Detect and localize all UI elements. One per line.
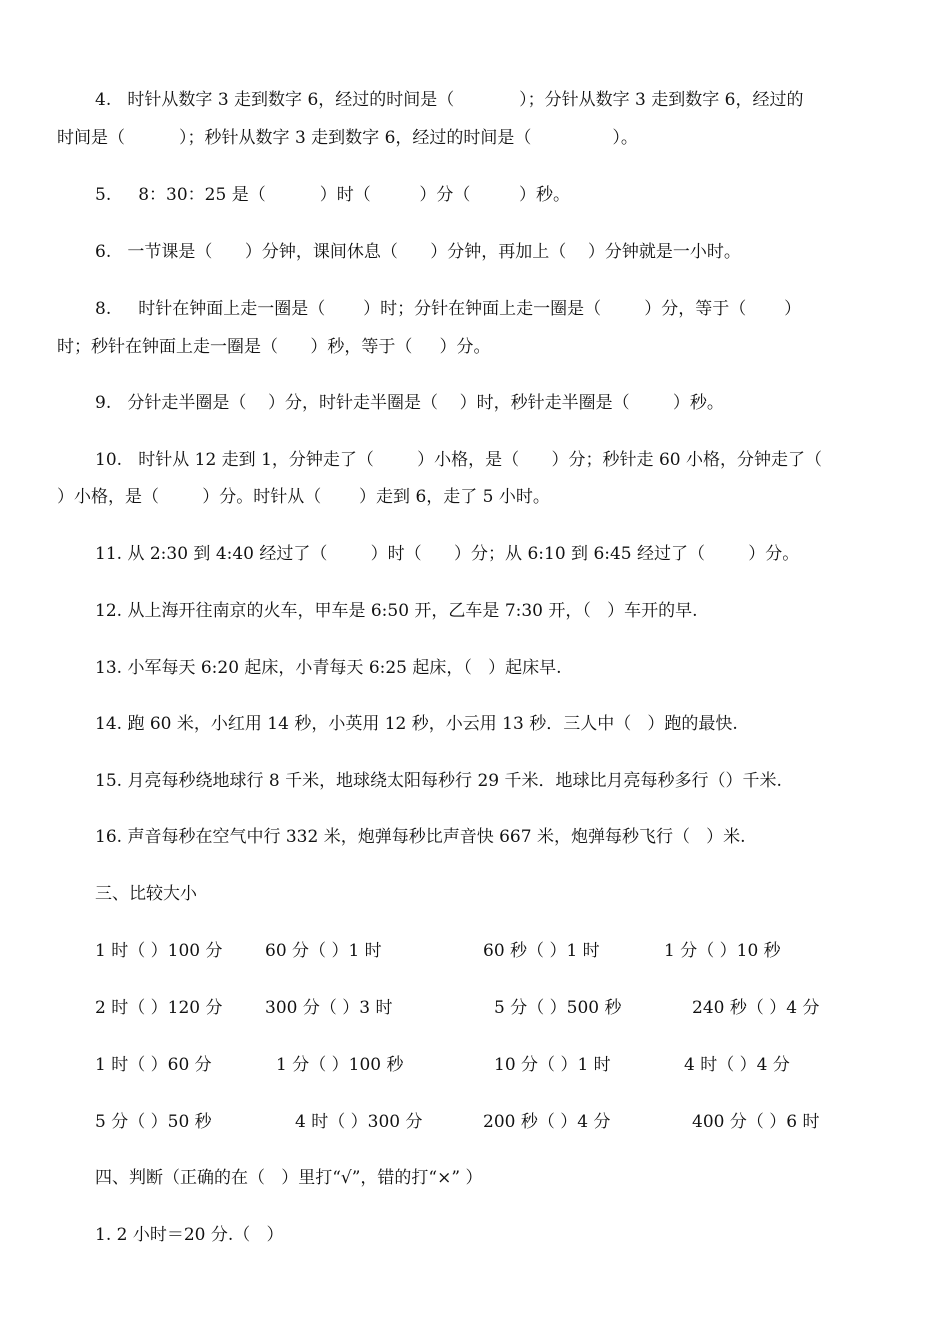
compare-item: 60 分（ ）1 时	[265, 941, 382, 961]
question-9: 9. 分针走半圈是（ ）分，时针走半圈是（ ）时，秒针走半圈是（ ）秒。	[95, 393, 724, 413]
compare-item: 4 时（ ）300 分	[295, 1112, 423, 1132]
compare-item: 5 分（ ）500 秒	[494, 998, 622, 1018]
question-12: 12. 从上海开往南京的火车，甲车是 6:50 开，乙车是 7:30 开，（ ）车开的早.	[95, 601, 698, 621]
question-8-line-2: 时；秒针在钟面上走一圈是（ ）秒，等于（ ）分。	[57, 337, 491, 357]
question-8-line-1: 8. 时针在钟面上走一圈是（ ）时；分针在钟面上走一圈是（ ）分，等于（ ）	[95, 299, 802, 319]
question-6: 6. 一节课是（ ）分钟，课间休息（ ）分钟，再加上（ ）分钟就是一小时。	[95, 242, 741, 262]
compare-item: 1 时（ ）60 分	[95, 1055, 212, 1075]
section-4-item-1: 1. 2 小时＝20 分.（ ）	[95, 1225, 284, 1245]
compare-item: 10 分（ ）1 时	[494, 1055, 611, 1075]
compare-item: 5 分（ ）50 秒	[95, 1112, 212, 1132]
compare-item: 1 分（ ）100 秒	[276, 1055, 404, 1075]
section-3-heading: 三、比较大小	[95, 884, 197, 904]
question-4-line-2: 时间是（ ）；秒针从数字 3 走到数字 6，经过的时间是（ ）。	[57, 128, 638, 148]
compare-item: 1 分（ ）10 秒	[664, 941, 781, 961]
compare-item: 200 秒（ ）4 分	[483, 1112, 611, 1132]
question-4-line-1: 4. 时针从数字 3 走到数字 6，经过的时间是（ ）；分针从数字 3 走到数字 6，经过的	[95, 90, 804, 110]
section-4-heading: 四、判断（正确的在（ ）里打“√”，错的打“×” ）	[95, 1168, 483, 1188]
question-5: 5. 8：30：25 是（ ）时（ ）分（ ）秒。	[95, 185, 571, 205]
question-13: 13. 小军每天 6:20 起床，小青每天 6:25 起床，（ ）起床早.	[95, 658, 562, 678]
question-11: 11. 从 2:30 到 4:40 经过了（ ）时（ ）分；从 6:10 到 6:45 经过了（ ）分。	[95, 544, 800, 564]
compare-item: 2 时（ ）120 分	[95, 998, 223, 1018]
question-16: 16. 声音每秒在空气中行 332 米，炮弹每秒比声音快 667 米，炮弹每秒飞行（ ）米.	[95, 827, 746, 847]
compare-item: 400 分（ ）6 时	[692, 1112, 820, 1132]
compare-item: 300 分（ ）3 时	[265, 998, 393, 1018]
question-14: 14. 跑 60 米，小红用 14 秒，小英用 12 秒，小云用 13 秒．三人中（ ）跑的最快.	[95, 714, 738, 734]
question-10-line-1: 10. 时针从 12 走到 1，分钟走了（ ）小格，是（ ）分；秒针走 60 小格，分钟走了（	[95, 450, 822, 470]
compare-item: 240 秒（ ）4 分	[692, 998, 820, 1018]
question-10-line-2: ）小格，是（ ）分。时针从（ ）走到 6，走了 5 小时。	[57, 487, 550, 507]
compare-item: 1 时（ ）100 分	[95, 941, 223, 961]
compare-item: 4 时（ ）4 分	[684, 1055, 790, 1075]
question-15: 15. 月亮每秒绕地球行 8 千米，地球绕太阳每秒行 29 千米．地球比月亮每秒多行（）千米.	[95, 771, 782, 791]
compare-item: 60 秒（ ）1 时	[483, 941, 600, 961]
